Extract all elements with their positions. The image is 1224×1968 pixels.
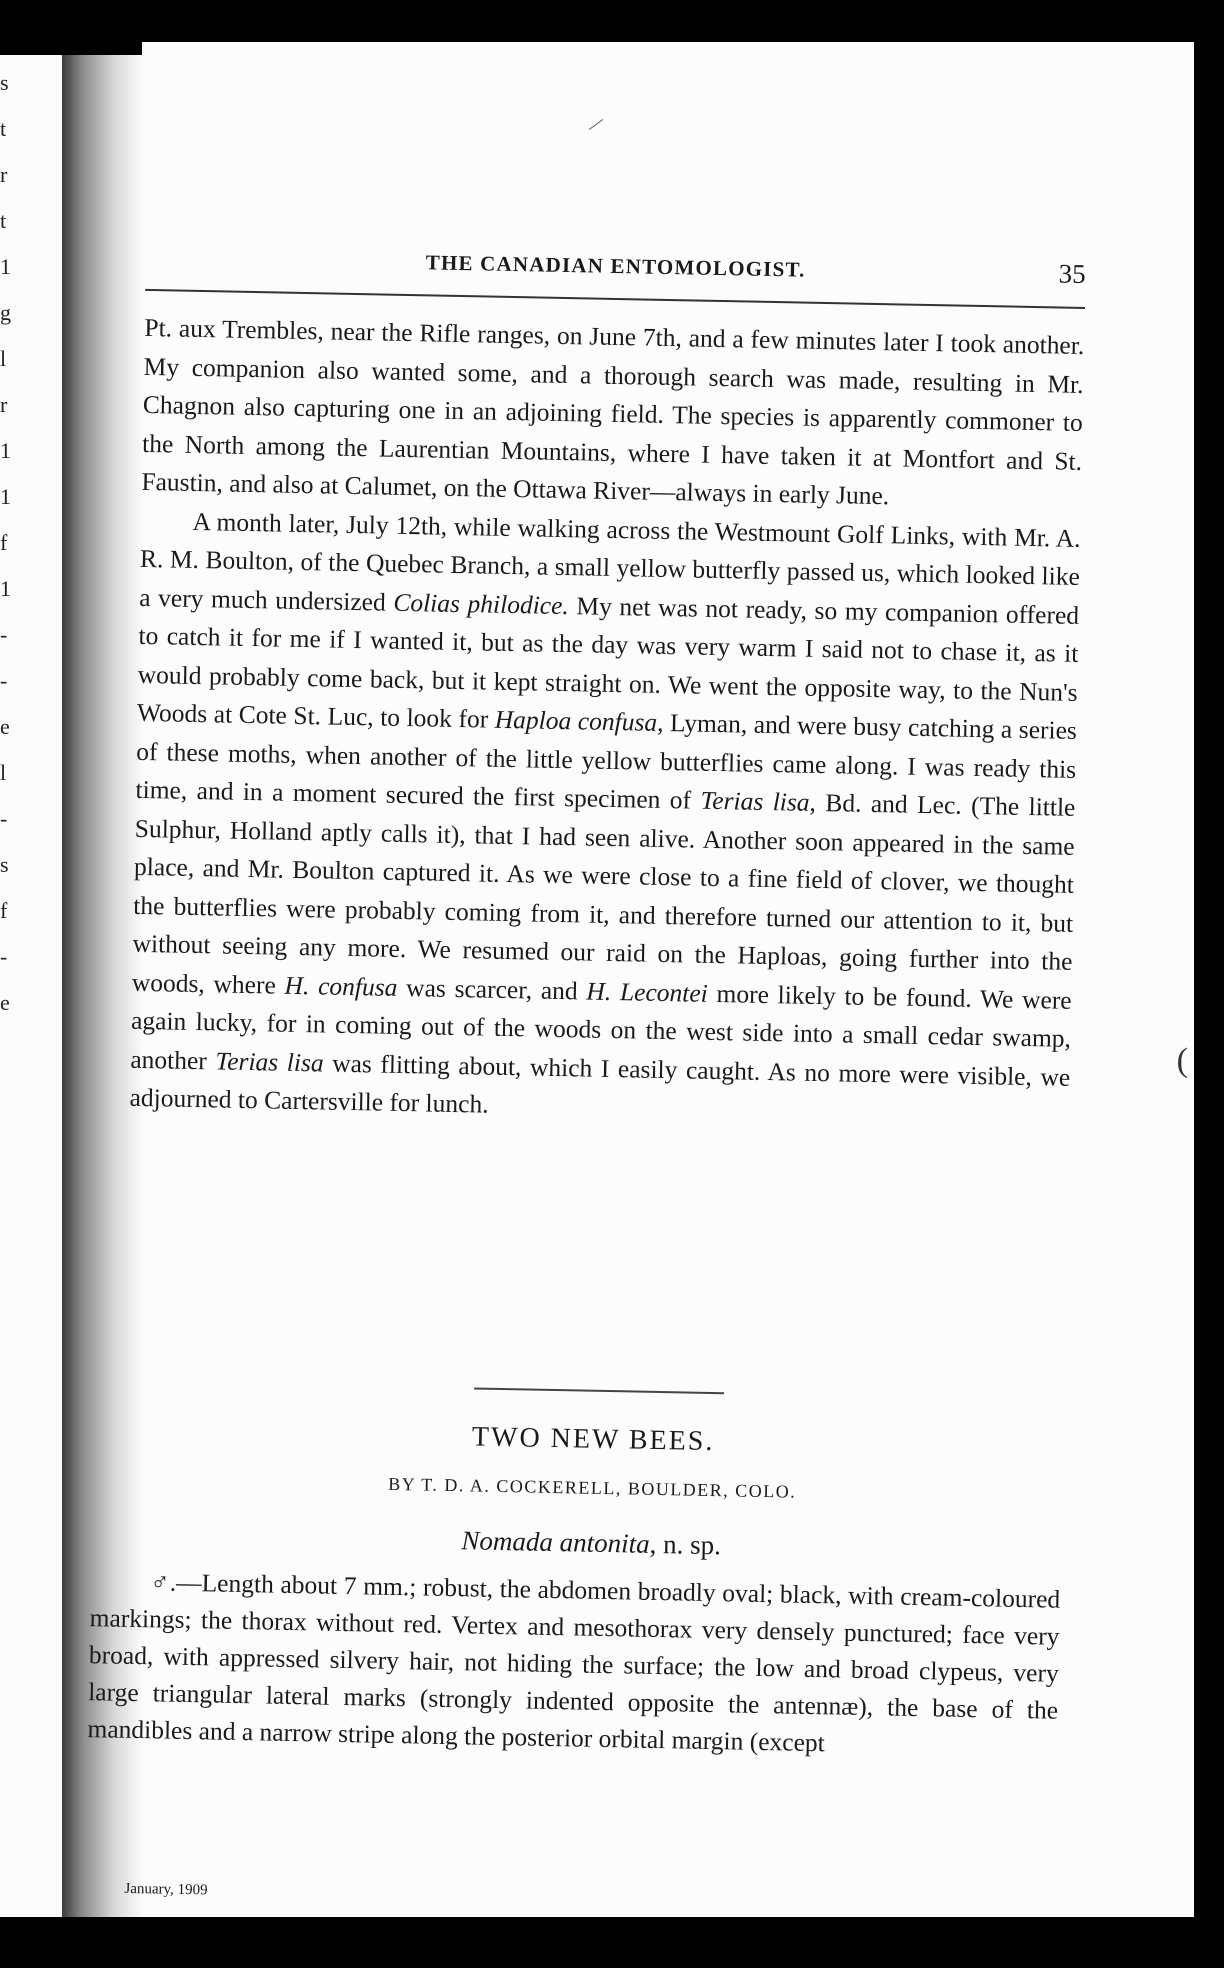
facing-page-glyph: e [0,714,10,739]
facing-page-glyph: - [0,944,8,969]
running-head: THE CANADIAN ENTOMOLOGIST. [425,250,806,282]
species-suffix: , n. sp. [649,1528,722,1561]
facing-page-glyph: t [0,208,7,233]
edge-mark: ( [1176,1042,1188,1079]
facing-page-glyph: 1 [0,438,11,463]
stray-mark: / [585,112,606,138]
paragraph-1: Pt. aux Trembles, near the Rifle ranges, on June 7th, and a few minutes later I took another. My companion also wanted some, and a thorough search was made, resulting in Mr. Chagnon also capturing one in an adjoining field. The species is apparently commoner to the North among the Laurentian Mountains, where I have taken it at Montfort and St. Faustin, and also at Calumet, on the Ottawa River—always in early June. [141,312,1085,511]
page-content [87,33,1090,1899]
section-divider [474,1387,724,1394]
article-title: TWO NEW BEES. [471,1421,715,1458]
article-body [129,309,1084,1135]
facing-page-glyph: f [0,898,8,923]
facing-page-glyph: e [0,990,10,1015]
text-run: My net was not ready, so my companion offered to catch it for me if I wanted it, but as the day was very warm I said not to chase it, as it would probably come back, but it kept straight on. We went the opposite way, to the Nun's Woods at Cote St. Luc, to look for [136,590,1080,734]
text-run: was flitting about, which I easily caught. As no more were visible, we adjourned to Cartersville for lunch. [129,1048,1071,1119]
facing-page-glyph: r [0,392,8,417]
facing-page-glyph: l [0,760,7,785]
facing-page-glyph: - [0,668,8,693]
facing-page-glyph: s [0,70,9,95]
species-h-confusa: H. confusa [284,970,398,1002]
text-run: A month later, July 12th, while walking across the Westmount Golf Links, with Mr. A. R. M. Boulton, of the Quebec Branch, a small yellow butterfly passed us, which looked like a very much undersized [138,506,1081,617]
facing-page-glyph: - [0,622,8,647]
page-number: 35 [1058,258,1086,289]
paragraph-2 [129,501,1081,1135]
facing-page-glyph: s [0,852,9,877]
text-run: more likely to be found. We were again lucky, for in coming out of the woods on the west side into a small cedar swamp, another [130,978,1072,1075]
facing-page-glyph: l [0,346,7,371]
text-run: , Lyman, and were busy catching a series of these moths, when another of the little yellow butterflies came along. I was ready this time, and in a moment secured the first specimen of [135,707,1078,815]
species-haploa: Haploa confusa [494,704,658,737]
book-page [87,42,1194,1917]
species-description [87,1562,1060,1766]
facing-page-glyph: g [0,300,11,325]
article-byline: BY T. D. A. COCKERELL, BOULDER, COLO. [387,1473,797,1502]
footer-date: January, 1909 [124,1880,208,1899]
page-header [145,241,1086,299]
species-colias: Colias philodice. [393,587,570,620]
species-name: Nomada antonita [461,1525,650,1559]
facing-page-glyph: 1 [0,484,11,509]
species-h-lecontei: H. Lecontei [586,976,709,1008]
species-heading [121,1519,1061,1568]
facing-page-glyph: r [0,162,8,187]
facing-page-glyph: 1 [0,576,11,601]
facing-page-glyph: f [0,530,8,555]
species-terias: Terias lisa [700,785,810,817]
species-terias: Terias lisa [215,1045,324,1077]
text-run: was scarcer, and [397,972,587,1006]
text-run: , Bd. and Lec. (The little Sulphur, Holland aptly calls it), that I had seen alive. Another soon appeared in the same place, and Mr. Boulton captured it. As we were close to a fine field of clover, we thought the butterflies were probably coming from it, and therefore turned our attention to it, but without seeing any more. We resumed our raid on the Haploas, going further into the woods, where [131,787,1076,1000]
facing-page-glyph: t [0,116,7,141]
description-paragraph: ♂.—Length about 7 mm.; robust, the abdomen broadly oval; black, with cream-coloured markings; the thorax without red. Vertex and mesothorax very densely punctured; face very broad, with appressed silvery hair, not hiding the surface; the low and broad clypeus, very large triangular lateral marks (strongly indented opposite the antennæ), the base of the mandibles and a narrow stripe along the posterior orbital margin (except [87,1567,1061,1758]
facing-page-text-fragments [0,60,20,1260]
facing-page-glyph: - [0,806,8,831]
facing-page-glyph: 1 [0,254,11,279]
